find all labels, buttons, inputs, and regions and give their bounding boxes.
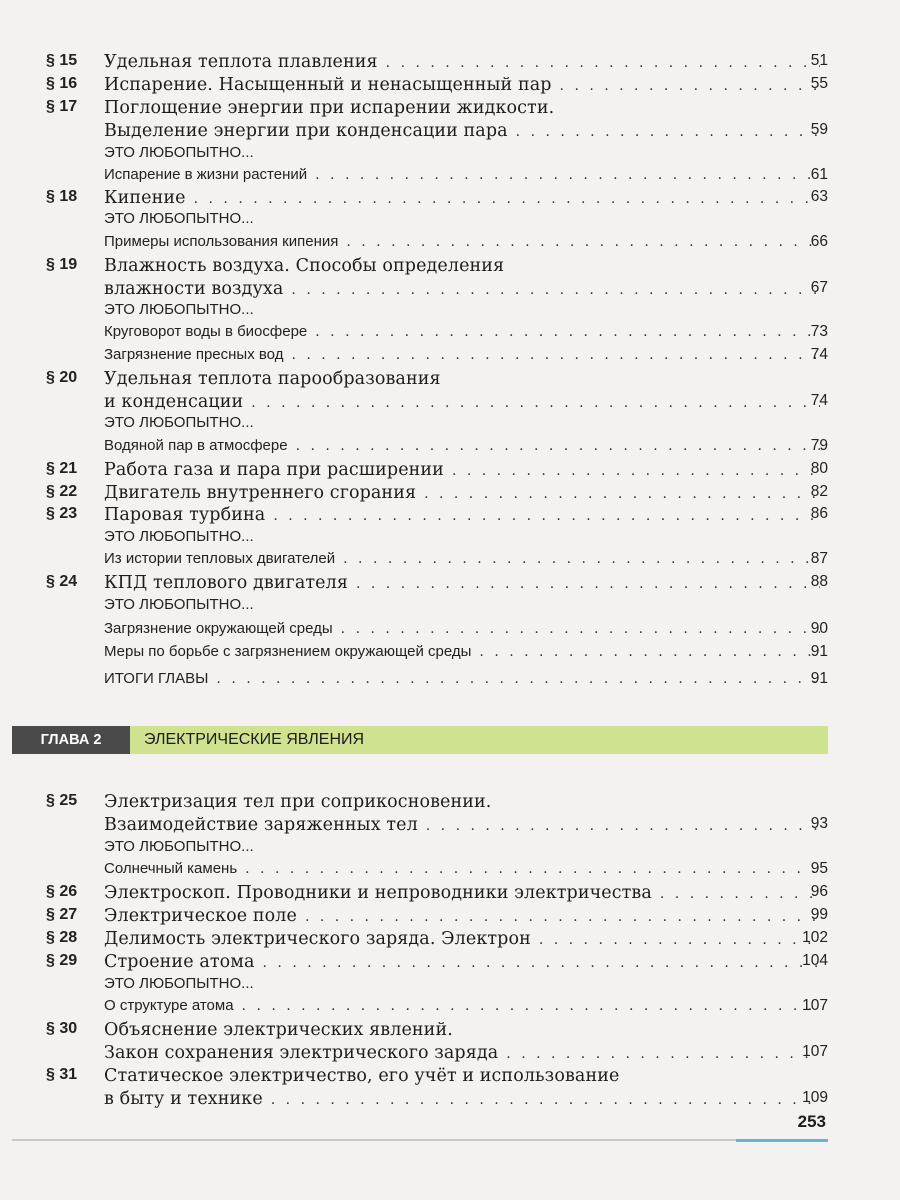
entry-title: Солнечный камень <box>104 860 238 877</box>
page-ref: 63 <box>810 188 828 205</box>
page-ref: 61 <box>810 166 828 183</box>
chapter-header <box>12 726 828 754</box>
dot-leader <box>426 818 820 834</box>
page-ref: 73 <box>810 323 828 340</box>
entry-title-wrap <box>104 528 820 545</box>
page-number: 253 <box>797 1112 826 1131</box>
section-number: § 24 <box>46 573 78 590</box>
dot-leader <box>194 191 820 207</box>
entry-title: Испарение в жизни растений <box>104 166 308 183</box>
section-number: § 16 <box>46 75 78 92</box>
page-ref: 66 <box>810 233 828 250</box>
entry-title-wrap <box>104 414 820 431</box>
section-number: § 22 <box>46 483 78 500</box>
chapter-title: ЭЛЕКТРИЧЕСКИЕ ЯВЛЕНИЯ <box>144 731 365 748</box>
entry-title-wrap <box>104 997 820 1014</box>
entry-title: влажности воздуха <box>104 279 284 299</box>
dot-leader <box>341 621 820 637</box>
section-number: § 18 <box>46 188 78 205</box>
entry-title-wrap <box>104 1043 820 1063</box>
entry-title-wrap <box>104 815 820 835</box>
page-ref: 104 <box>802 952 828 969</box>
entry-title: и конденсации <box>104 392 244 412</box>
entry-title-wrap <box>104 52 820 72</box>
entry-title: Кипение <box>104 188 186 208</box>
page-ref: 95 <box>810 860 828 877</box>
section-number: § 30 <box>46 1020 78 1037</box>
entry-title: в быту и технике <box>104 1089 263 1109</box>
entry-title: Удельная теплота парообразования <box>104 369 441 389</box>
dot-leader <box>273 508 820 524</box>
entry-title-wrap <box>104 460 820 480</box>
page-ref: 74 <box>810 346 828 363</box>
page-ref: 102 <box>802 929 828 946</box>
section-number: § 15 <box>46 52 78 69</box>
entry-title-wrap <box>104 596 820 613</box>
entry-title: Влажность воздуха. Способы определения <box>104 256 505 276</box>
page-ref: 82 <box>810 483 828 500</box>
page-ref: 99 <box>810 906 828 923</box>
section-number: § 31 <box>46 1066 78 1083</box>
dot-leader <box>291 282 820 298</box>
entry-title-wrap <box>104 550 820 567</box>
entry-title: КПД теплового двигателя <box>104 573 348 593</box>
entry-title-wrap <box>104 929 820 949</box>
entry-title-wrap <box>104 75 820 95</box>
page-ref: 80 <box>810 460 828 477</box>
entry-title-wrap <box>104 121 820 141</box>
entry-title: Из истории тепловых двигателей <box>104 550 336 567</box>
dot-leader <box>516 124 820 140</box>
page-ref: 107 <box>802 997 828 1014</box>
entry-title-wrap <box>104 643 820 660</box>
entry-title: Водяной пар в атмосфере <box>104 437 288 454</box>
page-ref: 107 <box>802 1043 828 1060</box>
entry-title-wrap <box>104 1066 820 1086</box>
footer-accent-bar <box>736 1139 828 1142</box>
entry-title-wrap <box>104 952 820 972</box>
section-number: § 28 <box>46 929 78 946</box>
dot-leader <box>560 78 820 94</box>
entry-title: ЭТО ЛЮБОПЫТНО... <box>104 210 254 227</box>
dot-leader <box>296 438 820 454</box>
page-ref: 55 <box>810 75 828 92</box>
entry-title-wrap <box>104 620 820 637</box>
dot-leader <box>660 886 820 902</box>
entry-title-wrap <box>104 279 820 299</box>
entry-title: Электроскоп. Проводники и непроводники электричества <box>104 883 652 903</box>
entry-title-wrap <box>104 144 820 161</box>
entry-title-wrap <box>104 301 820 318</box>
entry-title-wrap <box>104 838 820 855</box>
page-ref: 79 <box>810 437 828 454</box>
entry-title: Объяснение электрических явлений. <box>104 1020 453 1040</box>
dot-leader <box>263 955 820 971</box>
entry-title: Испарение. Насыщенный и ненасыщенный пар <box>104 75 552 95</box>
entry-title: О структуре атома <box>104 997 234 1014</box>
entry-title-wrap <box>104 392 820 412</box>
page-ref: 59 <box>810 121 828 138</box>
entry-title: ЭТО ЛЮБОПЫТНО... <box>104 414 254 431</box>
dot-leader <box>315 167 820 183</box>
dot-leader <box>424 486 820 502</box>
dot-leader <box>343 551 820 567</box>
dot-leader <box>506 1046 820 1062</box>
page-ref: 87 <box>810 550 828 567</box>
entry-title: ИТОГИ ГЛАВЫ <box>104 670 209 687</box>
entry-title: Строение атома <box>104 952 255 972</box>
entry-title-wrap <box>104 505 820 525</box>
entry-title: Электрическое поле <box>104 906 297 926</box>
entry-title-wrap <box>104 323 820 340</box>
entry-title-wrap <box>104 188 820 208</box>
dot-leader <box>386 55 820 71</box>
section-number: § 21 <box>46 460 78 477</box>
footer-rule <box>12 1139 736 1141</box>
entry-title-wrap <box>104 906 820 926</box>
entry-title: ЭТО ЛЮБОПЫТНО... <box>104 838 254 855</box>
dot-leader <box>479 644 820 660</box>
entry-title: Делимость электрического заряда. Электрон <box>104 929 531 949</box>
dot-leader <box>216 671 820 687</box>
page-ref: 90 <box>810 620 828 637</box>
dot-leader <box>271 1092 820 1108</box>
entry-title-wrap <box>104 210 820 227</box>
entry-title-wrap <box>104 1089 820 1109</box>
entry-title-wrap <box>104 98 820 118</box>
section-number: § 23 <box>46 505 78 522</box>
entry-title: Загрязнение окружающей среды <box>104 620 333 637</box>
section-number: § 27 <box>46 906 78 923</box>
dot-leader <box>291 347 820 363</box>
chapter-label: ГЛАВА 2 <box>12 726 130 754</box>
entry-title-wrap <box>104 437 820 454</box>
entry-title: Электризация тел при соприкосновении. <box>104 792 492 812</box>
entry-title-wrap <box>104 1020 820 1040</box>
page-ref: 109 <box>802 1089 828 1106</box>
entry-title: Паровая турбина <box>104 505 266 525</box>
page-ref: 93 <box>810 815 828 832</box>
entry-title: Выделение энергии при конденсации пара <box>104 121 508 141</box>
entry-title: ЭТО ЛЮБОПЫТНО... <box>104 528 254 545</box>
page-ref: 91 <box>810 670 828 687</box>
page-ref: 74 <box>810 392 828 409</box>
section-number: § 19 <box>46 256 78 273</box>
page-ref: 67 <box>810 279 828 296</box>
entry-title: Статическое электричество, его учёт и использование <box>104 1066 620 1086</box>
page-ref: 91 <box>810 643 828 660</box>
entry-title: ЭТО ЛЮБОПЫТНО... <box>104 596 254 613</box>
entry-title: Меры по борьбе с загрязнением окружающей среды <box>104 643 472 660</box>
page-ref: 86 <box>810 505 828 522</box>
entry-title-wrap <box>104 483 820 503</box>
entry-title-wrap <box>104 166 820 183</box>
entry-title: ЭТО ЛЮБОПЫТНО... <box>104 301 254 318</box>
entry-title: Двигатель внутреннего сгорания <box>104 483 417 503</box>
section-number: § 26 <box>46 883 78 900</box>
dot-leader <box>539 932 820 948</box>
entry-title: Закон сохранения электрического заряда <box>104 1043 499 1063</box>
entry-title-wrap <box>104 233 820 250</box>
section-number: § 25 <box>46 792 78 809</box>
entry-title: ЭТО ЛЮБОПЫТНО... <box>104 144 254 161</box>
section-number: § 29 <box>46 952 78 969</box>
dot-leader <box>452 463 820 479</box>
entry-title: Круговорот воды в биосфере <box>104 323 308 340</box>
dot-leader <box>245 861 820 877</box>
dot-leader <box>242 998 820 1014</box>
entry-title-wrap <box>104 670 820 687</box>
entry-title-wrap <box>104 346 820 363</box>
entry-title: Загрязнение пресных вод <box>104 346 284 363</box>
page-ref: 96 <box>810 883 828 900</box>
entry-title: Примеры использования кипения <box>104 233 339 250</box>
entry-title: ЭТО ЛЮБОПЫТНО... <box>104 975 254 992</box>
entry-title: Поглощение энергии при испарении жидкости. <box>104 98 555 118</box>
dot-leader <box>305 909 820 925</box>
entry-title-wrap <box>104 256 820 276</box>
entry-title: Взаимодействие заряженных тел <box>104 815 418 835</box>
entry-title-wrap <box>104 369 820 389</box>
dot-leader <box>346 234 820 250</box>
page-ref: 51 <box>810 52 828 69</box>
entry-title-wrap <box>104 792 820 812</box>
section-number: § 17 <box>46 98 78 115</box>
entry-title-wrap <box>104 975 820 992</box>
dot-leader <box>251 395 820 411</box>
entry-title-wrap <box>104 860 820 877</box>
section-number: § 20 <box>46 369 78 386</box>
dot-leader <box>356 576 820 592</box>
entry-title: Удельная теплота плавления <box>104 52 378 72</box>
entry-title-wrap <box>104 883 820 903</box>
page-ref: 88 <box>810 573 828 590</box>
entry-title-wrap <box>104 573 820 593</box>
dot-leader <box>315 324 820 340</box>
entry-title: Работа газа и пара при расширении <box>104 460 444 480</box>
